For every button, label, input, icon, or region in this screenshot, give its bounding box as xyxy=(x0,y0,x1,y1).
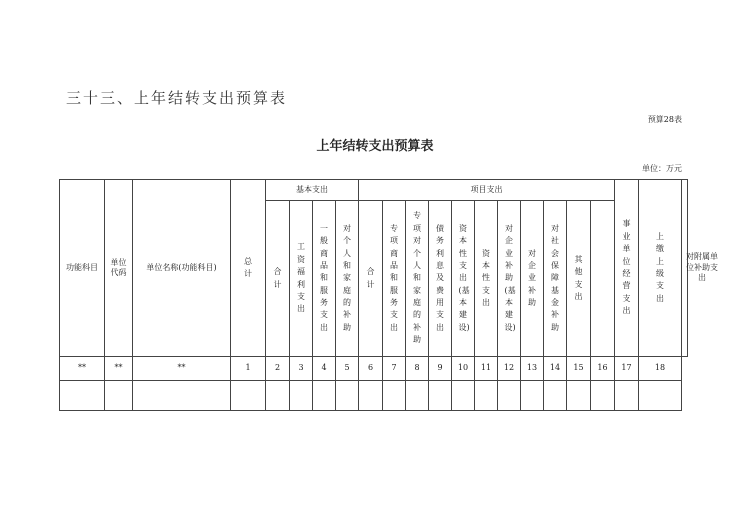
empty-cell xyxy=(498,381,521,411)
empty-cell xyxy=(266,381,290,411)
index-row xyxy=(60,357,688,381)
index-cell: 8 xyxy=(406,357,429,381)
empty-cell xyxy=(383,381,406,411)
empty-cell xyxy=(60,381,105,411)
budget-table xyxy=(59,179,718,411)
index-cell: 4 xyxy=(313,357,336,381)
header-enterprise-base: 对企业补助(基本建设) xyxy=(498,201,521,357)
index-cell: 2 xyxy=(266,357,290,381)
header-capital: 资本性支出 xyxy=(475,201,498,357)
index-cell: 7 xyxy=(383,357,406,381)
header-personal: 对个人和家庭的补助 xyxy=(336,201,359,357)
header-enterprise: 对企业补助 xyxy=(521,201,544,357)
header-basic-total: 合计 xyxy=(266,201,290,357)
header-affiliated: 对附属单位补助支出 xyxy=(682,180,688,357)
index-cell: 11 xyxy=(475,357,498,381)
header-upper: 上缴上级支出 xyxy=(639,180,682,357)
empty-cell xyxy=(639,381,682,411)
index-cell: 12 xyxy=(498,357,521,381)
table-title: 上年结转支出预算表 xyxy=(316,139,434,154)
header-proj-personal: 专项对个人和家庭的补助 xyxy=(406,201,429,357)
table-number: 预算28表 xyxy=(647,115,682,124)
index-cell: ** xyxy=(60,357,105,381)
header-basic: 基本支出 xyxy=(266,180,359,201)
index-cell: 9 xyxy=(429,357,452,381)
empty-cell xyxy=(231,381,266,411)
index-cell: 1 xyxy=(231,357,266,381)
empty-cell xyxy=(290,381,313,411)
header-goods: 一般商品和服务支出 xyxy=(313,201,336,357)
header-capital-base: 资本性支出(基本建设) xyxy=(452,201,475,357)
section-title: 三十三、上年结转支出预算表 xyxy=(66,89,288,107)
header-unit-name: 单位名称(功能科目) xyxy=(133,180,231,357)
empty-cell xyxy=(615,381,639,411)
header-proj-total: 合计 xyxy=(359,201,383,357)
header-special-goods: 专项商品和服务支出 xyxy=(383,201,406,357)
empty-cell xyxy=(359,381,383,411)
index-cell: 18 xyxy=(639,357,682,381)
empty-cell xyxy=(406,381,429,411)
index-cell: 5 xyxy=(336,357,359,381)
empty-cell xyxy=(544,381,567,411)
empty-cell xyxy=(429,381,452,411)
index-cell: 17 xyxy=(615,357,639,381)
index-cell: ** xyxy=(133,357,231,381)
empty-cell xyxy=(567,381,591,411)
index-cell: 15 xyxy=(567,357,591,381)
empty-cell xyxy=(452,381,475,411)
header-func-subject: 功能科目 xyxy=(60,180,105,357)
empty-cell xyxy=(105,381,133,411)
empty-data-row xyxy=(60,381,688,411)
header-total: 总计 xyxy=(231,180,266,357)
unit-label: 单位：万元 xyxy=(642,164,682,173)
empty-cell xyxy=(475,381,498,411)
index-cell: 13 xyxy=(521,357,544,381)
index-cell: 14 xyxy=(544,357,567,381)
header-other: 其他支出 xyxy=(567,201,591,357)
empty-cell xyxy=(336,381,359,411)
index-cell: ** xyxy=(105,357,133,381)
header-social: 对社会保障基金补助 xyxy=(544,201,567,357)
header-debt: 债务利息及费用支出 xyxy=(429,201,452,357)
index-cell: 16 xyxy=(591,357,615,381)
index-cell: 10 xyxy=(452,357,475,381)
empty-cell xyxy=(133,381,231,411)
index-cell: 6 xyxy=(359,357,383,381)
header-business: 事业单位经营支出 xyxy=(615,180,639,357)
header-project: 项目支出 xyxy=(359,180,615,201)
header-wage: 工资福利支出 xyxy=(290,201,313,357)
empty-cell xyxy=(313,381,336,411)
index-cell: 3 xyxy=(290,357,313,381)
empty-cell xyxy=(521,381,544,411)
empty-cell xyxy=(591,381,615,411)
header-unit-code: 单位代码 xyxy=(105,180,133,357)
